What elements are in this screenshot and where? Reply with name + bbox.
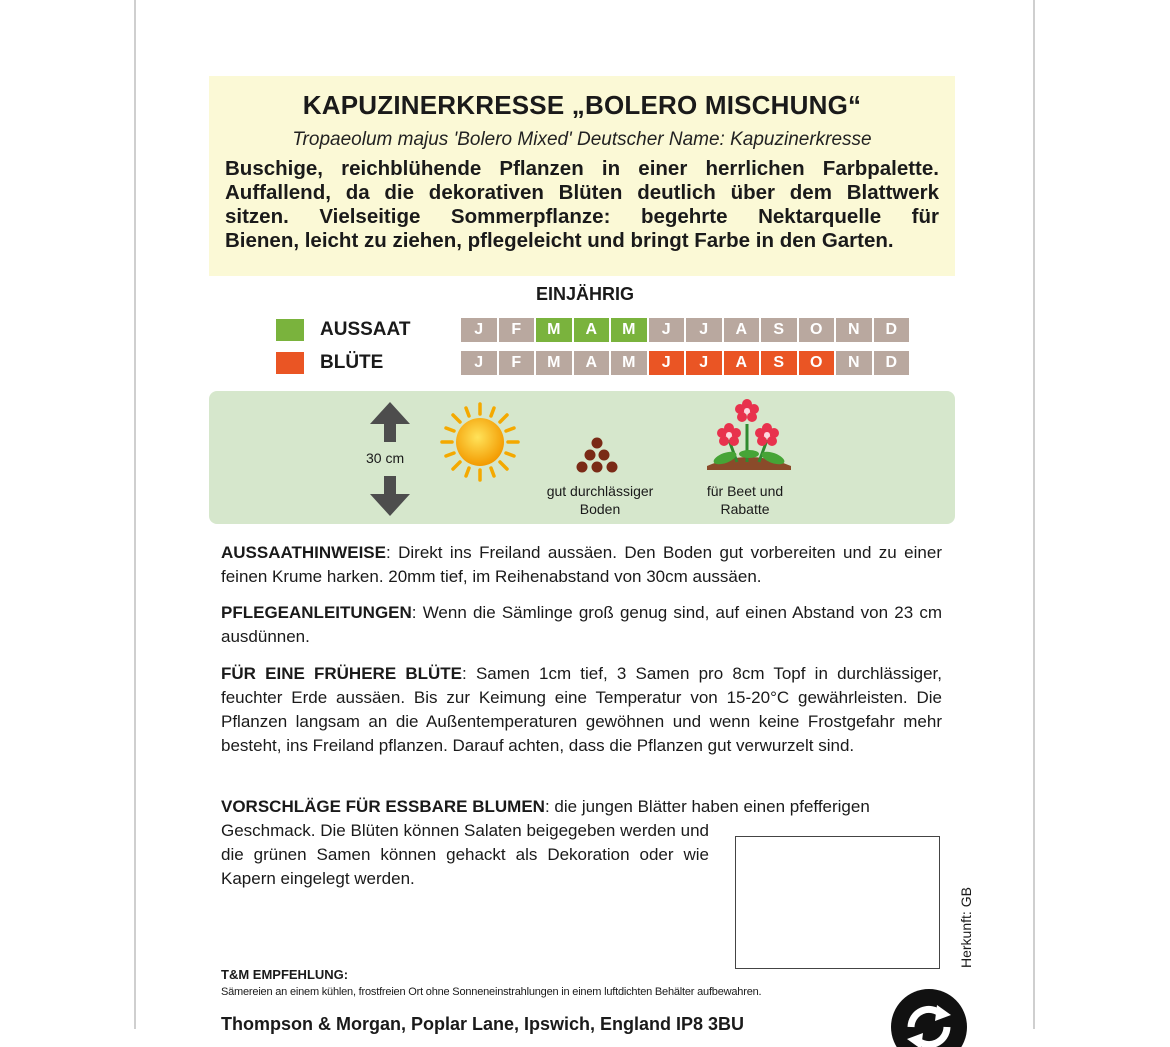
sowing-month: O: [799, 318, 835, 342]
bloom-month: A: [574, 351, 610, 375]
care-instructions: [221, 601, 942, 649]
packet-right-edge: [1033, 0, 1035, 1029]
product-title: KAPUZINERKRESSE „BOLERO MISCHUNG“: [302, 90, 862, 120]
bloom-month: J: [649, 351, 685, 375]
bloom-month: A: [724, 351, 760, 375]
sowing-month: A: [724, 318, 760, 342]
sowing-months: [461, 318, 911, 342]
packet-left-edge: [134, 0, 136, 1029]
sowing-month: M: [611, 318, 647, 342]
section-heading: FÜR EINE FRÜHERE BLÜTE: [221, 664, 463, 683]
section-text: : Direkt ins Freiland aussäen. Den Boden gut vorbereiten und zu einer feinen Krume harken. 20mm tief, im Reihenabstand von 30cm aussäen.: [221, 543, 942, 586]
description-line: Auffallend, da die dekorativen Blüten deutlich über dem Blattwerk: [225, 181, 939, 204]
section-heading: AUSSAATHINWEISE: [221, 543, 386, 562]
sowing-month: J: [461, 318, 497, 342]
section-heading: PFLEGEANLEITUNGEN: [221, 603, 412, 622]
full-sun-icon: [440, 402, 520, 482]
bloom-month: N: [836, 351, 872, 375]
section-text-continued: Geschmack. Die Blüten können Salaten beigegeben werden und die grünen Samen können gehackt als Dekoration oder wie Kapern eingelegt werden.: [221, 821, 709, 888]
sowing-swatch: [276, 319, 304, 341]
early-bloom-instructions: [221, 662, 942, 758]
bloom-month: S: [761, 351, 797, 375]
recommendation-title: T&M EMPFEHLUNG:: [221, 967, 349, 982]
sowing-month: F: [499, 318, 535, 342]
recommendation-text: Sämereien an einem kühlen, frostfreien Ort ohne Sonneneinstrahlungen in einem luftdichten Behälter aufbewahren.: [221, 986, 762, 998]
description-line: Buschige, reichblühende Pflanzen in einer herrlichen Farbpalette.: [225, 157, 939, 180]
bloom-row: [276, 350, 911, 376]
section-text: : Samen 1cm tief, 3 Samen pro 8cm Topf in durchlässiger, feuchter Erde aussäen. Bis zur Keimung eine Temperatur von 15-20°C gewährleisten. Die Pflanzen langsam an die Außentemperaturen gewöhnen und wenn keine Frostgefahr mehr besteht, ins Freiland pflanzen. Darauf achten, dass die Pflanzen gut verwurzelt sind.: [221, 664, 942, 755]
soil-caption: gut durchlässiger Boden: [546, 483, 654, 517]
sowing-month: M: [536, 318, 572, 342]
bloom-month: F: [499, 351, 535, 375]
description-line: sitzen. Vielseitige Sommerpflanze: begehrte Nektarquelle für: [225, 205, 939, 228]
flower-bed-icon: [703, 396, 795, 476]
sowing-month: J: [686, 318, 722, 342]
section-text: : Wenn die Sämlinge groß genug sind, auf einen Abstand von 23 cm ausdünnen.: [221, 603, 942, 646]
section-text: : die jungen Blätter haben einen pfefferigen: [544, 797, 870, 816]
sowing-label: AUSSAAT: [320, 319, 411, 340]
soil-icon: [572, 436, 622, 476]
sowing-row: [276, 317, 911, 343]
bloom-month: M: [611, 351, 647, 375]
sowing-month: A: [574, 318, 610, 342]
origin-label: Herkunft: GB: [958, 887, 974, 968]
product-description: [225, 157, 939, 253]
botanical-name: Tropaeolum majus 'Bolero Mixed' Deutscher Name: Kapuzinerkresse: [292, 129, 872, 150]
use-caption: für Beet und Rabatte: [706, 483, 784, 517]
sowing-instructions: [221, 541, 942, 589]
bloom-month: M: [536, 351, 572, 375]
bloom-month: O: [799, 351, 835, 375]
batch-label-box: [735, 836, 940, 969]
description-line: Bienen, leicht zu ziehen, pflegeleicht und bringt Farbe in den Garten.: [225, 229, 894, 252]
recycling-logo-icon: [889, 987, 969, 1047]
annual-label: EINJÄHRIG: [535, 284, 634, 304]
header-panel: [209, 76, 955, 276]
sowing-month: D: [874, 318, 910, 342]
bloom-months: [461, 351, 911, 375]
bloom-month: J: [461, 351, 497, 375]
company-address: Thompson & Morgan, Poplar Lane, Ipswich, England IP8 3BU: [221, 1014, 745, 1034]
section-heading: VORSCHLÄGE FÜR ESSBARE BLUMEN: [221, 797, 545, 816]
bloom-label: BLÜTE: [320, 352, 384, 373]
bloom-swatch: [276, 352, 304, 374]
sowing-month: N: [836, 318, 872, 342]
bloom-month: J: [686, 351, 722, 375]
sowing-month: S: [761, 318, 797, 342]
plant-height: 30 cm: [366, 450, 405, 466]
sowing-month: J: [649, 318, 685, 342]
bloom-month: D: [874, 351, 910, 375]
